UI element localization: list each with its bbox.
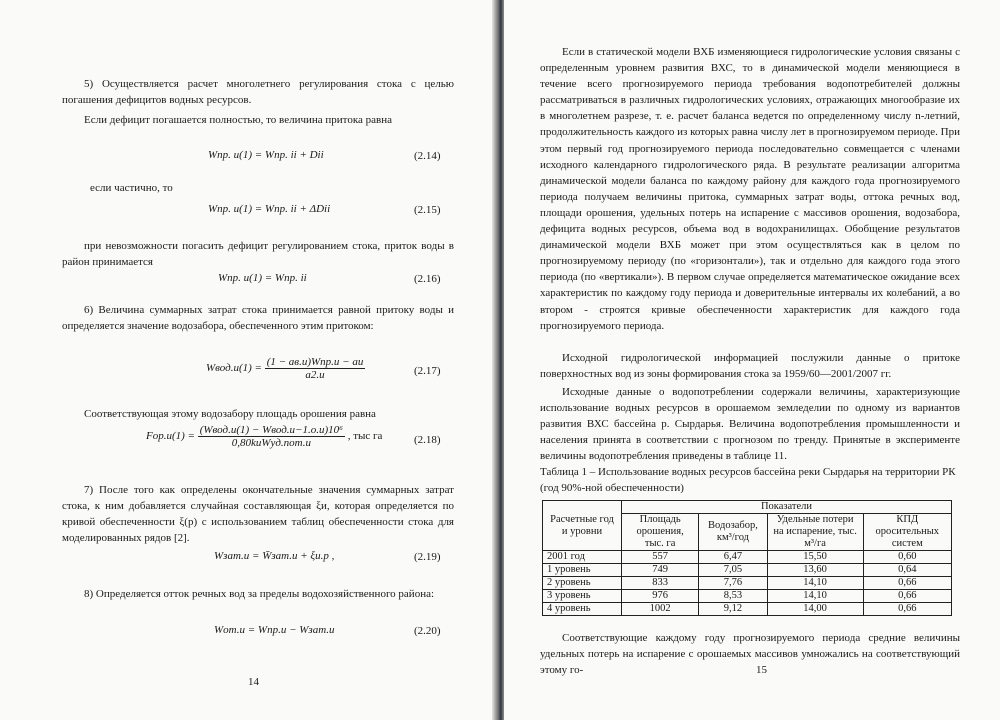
table-cell: 3 уровень — [543, 590, 622, 603]
table-cell: 557 — [622, 551, 699, 564]
paragraph-water-use: Исходные данные о водопотреблении содержали величины, характеризующие использование водных ресурсов в орошаемом земледелии по одному из вариантов развития ВХС бассейна р. Сырдарья. Величина водопотребления промышленности и населения принята в соответствии с прогнозом по тренду. Принятые в эксперименте величины водопотребления приведены в таблице 11. — [540, 386, 960, 462]
paragraph-impossible: при невозможности погасить дефицит регулированием стока, приток воды в район принимается — [62, 240, 454, 268]
equation-2-20: Wот.и = Wпр.и − Wзат.и — [214, 624, 335, 636]
page-number-right: 15 — [756, 664, 767, 676]
equation-number-2-19: (2.19) — [414, 551, 441, 563]
table-row — [543, 577, 952, 590]
equation-2-18-unit: , тыс га — [347, 430, 383, 443]
paragraph-full-deficit: Если дефицит погашается полностью, то величина притока равна — [84, 114, 392, 126]
equation-2-17-fraction — [265, 356, 366, 381]
table-cell: 0,66 — [863, 577, 951, 590]
table-caption: Таблица 1 – Использование водных ресурсов бассейна реки Сырдарья на территории РК (год 90%-ной обеспеченности) — [540, 466, 956, 494]
equation-number-2-17: (2.17) — [414, 365, 441, 377]
table-cell: 833 — [622, 577, 699, 590]
table-header-losses: Удельные потери на испарение, тыс. м³/га — [767, 514, 863, 551]
paragraph-step-7: 7) После того как определены окончательные значения суммарных затрат стока, к ним добавляется случайная составляющая ξи, которая определяется по кривой обеспеченности ξ(p) с использованием таблиц обеспеченности стока для моделированных рядов [2]. — [62, 484, 454, 544]
table-header-efficiency: КПД оросительных систем — [863, 514, 951, 551]
paragraph-area: Соответствующая этому водозабору площадь орошения равна — [84, 408, 376, 420]
equation-2-15: Wпр. и(1) = Wпр. ii + ΔDii — [208, 203, 331, 215]
equation-2-19: Wзат.и = W̄зат.и + ξи.p , — [214, 550, 335, 562]
table-cell: 8,53 — [699, 590, 767, 603]
table-cell: 0,60 — [863, 551, 951, 564]
equation-2-17-denominator: a2.и — [305, 369, 325, 381]
equation-2-16: Wпр. и(1) = Wпр. ii — [218, 272, 307, 284]
table-cell: 2 уровень — [543, 577, 622, 590]
page-number-left: 14 — [248, 676, 259, 688]
paragraph-losses: Соответствующие каждому году прогнозируемого периода средние величины удельных потерь на испарение с орошаемых массивов умножались на соответствующий этому го- — [540, 632, 960, 676]
equation-number-2-14: (2.14) — [414, 150, 441, 162]
table-cell: 0,64 — [863, 564, 951, 577]
equation-2-17 — [206, 356, 365, 381]
paragraph-dynamic-model: Если в статической модели ВХБ изменяющиеся гидрологические условия связаны с определенным уровнем развития ВХС, то в динамической модели меняющиеся в течение всего прогнозируемого периода требования водопотребителей должны рассматриваться в различных гидрологических условиях, отражающих многообразие их в многолетнем разрезе, т. е. расчет баланса ведется по определенному числу n-летний, продолжительность каждого из которых равна числу лет в прогнозируемом периоде. При этом первый год прогнозируемого периода последовательно совмещается с членами исходного календарного гидрологического ряда. В результате реализации алгоритма динамической модели баланса по каждому району для каждого года прогнозируемого периода получаем величины притока, суммарных затрат воды, оттока речных вод, площади орошения, удельных потерь на испарение с массивов орошения, водозабора, дефицита водных ресурсов, объема вод в водохранилищах. Обобщение результатов динамической модели ВХБ может при этом осуществляться как в целом по прогнозируемому периоду (по «горизонтали»), так и отдельно для каждого года этого периода (по «вертикали»). В первом случае определяется математическое ожидание всех характеристик по каждому году периода и доверительные интервалы их колебаний, а во втором - строятся кривые обеспеченности характеристик для каждого года прогнозируемого периода. — [540, 46, 960, 332]
table-cell: 7,05 — [699, 564, 767, 577]
table-row — [543, 564, 952, 577]
table-cell: 14,00 — [767, 603, 863, 616]
equation-2-14: Wпр. и(1) = Wпр. ii + Dii — [208, 149, 324, 161]
table-cell: 14,10 — [767, 577, 863, 590]
equation-number-2-18: (2.18) — [414, 434, 441, 446]
table-cell: 13,60 — [767, 564, 863, 577]
paragraph-step-6: 6) Величина суммарных затрат стока принимается равной притоку воды и определяется значение водозабора, обеспеченного этим притоком: — [62, 304, 454, 332]
table-header-group: Показатели — [622, 501, 952, 514]
table-header-years: Расчетные год и уровни — [543, 501, 622, 551]
table-cell: 15,50 — [767, 551, 863, 564]
table-cell: 7,76 — [699, 577, 767, 590]
paragraph-step-5: 5) Осуществляется расчет многолетнего регулирования стока с целью погашения дефицитов водных ресурсов. — [62, 78, 454, 106]
equation-number-2-20: (2.20) — [414, 625, 441, 637]
table-header-area: Площадь орошения, тыс. га — [622, 514, 699, 551]
equation-2-18-lhs: Fор.и(1) = — [146, 430, 195, 443]
paragraph-hydro-info: Исходной гидрологической информацией послужили данные о притоке поверхностных вод из зоны формирования стока за 1959/60—2001/2007 гг. — [540, 352, 960, 380]
equation-2-17-numerator: (1 − aв.и)Wпр.и − aи — [266, 356, 364, 368]
right-page — [504, 0, 1000, 720]
paragraph-step-8: 8) Определяется отток речных вод за пределы водохозяйственного района: — [84, 588, 435, 600]
table-cell: 1 уровень — [543, 564, 622, 577]
paragraph-partial: если частично, то — [90, 182, 173, 194]
equation-number-2-16: (2.16) — [414, 273, 441, 285]
water-use-table — [542, 500, 952, 616]
table-cell: 1002 — [622, 603, 699, 616]
table-row — [543, 603, 952, 616]
table-cell: 2001 год — [543, 551, 622, 564]
table-cell: 6,47 — [699, 551, 767, 564]
equation-2-18-numerator: (Wвод.и(1) − Wвод.и−1.о.и)10⁶ — [199, 424, 343, 436]
equation-number-2-15: (2.15) — [414, 204, 441, 216]
equation-2-17-lhs: Wвод.и(1) = — [206, 362, 262, 375]
table-cell: 14,10 — [767, 590, 863, 603]
table-cell: 0,66 — [863, 603, 951, 616]
table-row — [543, 590, 952, 603]
table-cell: 0,66 — [863, 590, 951, 603]
table-cell: 4 уровень — [543, 603, 622, 616]
equation-2-18-fraction — [198, 424, 345, 449]
equation-2-18 — [146, 424, 382, 449]
table-row — [543, 551, 952, 564]
equation-2-18-denominator: 0,80kиWуд.пот.и — [231, 437, 311, 449]
table-header-intake: Водозабор, км³/год — [699, 514, 767, 551]
table-cell: 749 — [622, 564, 699, 577]
table-cell: 9,12 — [699, 603, 767, 616]
table-cell: 976 — [622, 590, 699, 603]
left-page — [0, 0, 496, 720]
